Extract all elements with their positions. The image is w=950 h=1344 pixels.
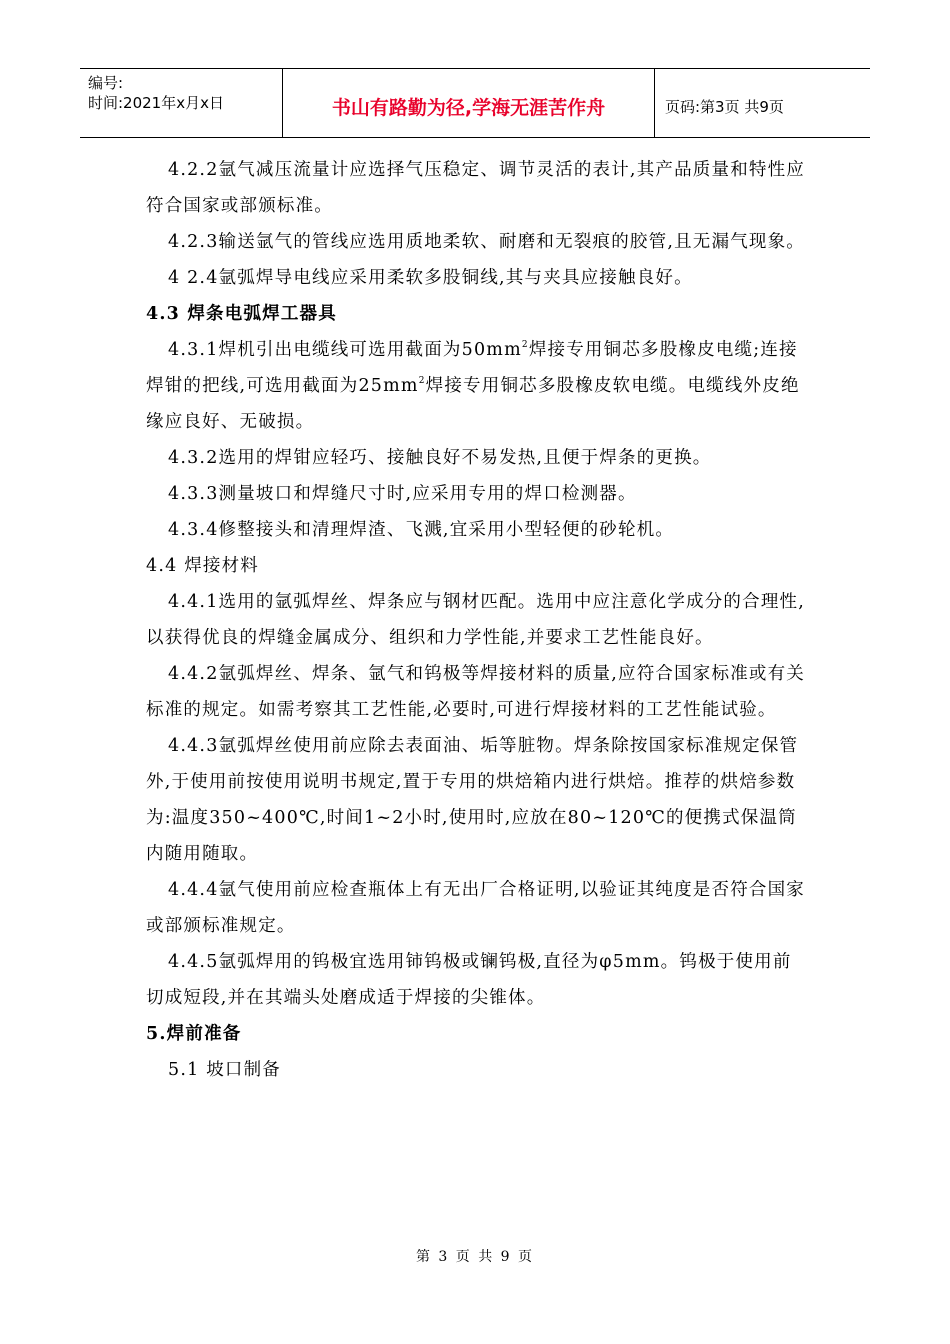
page-header xyxy=(80,68,870,138)
paragraph-4-3-4: 4.3.4修整接头和清理焊渣、飞溅,宜采用小型轻便的砂轮机。 xyxy=(168,520,675,540)
paragraph-4-2-3: 4.2.3输送氩气的管线应选用质地柔软、耐磨和无裂痕的胶管,且无漏气现象。 xyxy=(168,232,805,252)
superscript-2: 2 xyxy=(521,340,529,350)
text-4-3-1-b: 焊接专用铜芯多股橡皮电缆;连接焊钳的把线,可选用截面为25mm xyxy=(146,340,798,396)
paragraph-4-2-4: 4 2.4氩弧焊导电线应采用柔软多股铜线,其与夹具应接触良好。 xyxy=(168,268,693,288)
paragraph-4-4-4: 4.4.4氩气使用前应检查瓶体上有无出厂合格证明,以验证其纯度是否符合国家或部颁标准规定。 xyxy=(146,880,805,936)
paragraph-4-3-2: 4.3.2选用的焊钳应轻巧、接触良好不易发热,且便于焊条的更换。 xyxy=(168,448,712,468)
header-slogan: 书山有路勤为径,学海无涯苦作舟 xyxy=(283,69,655,137)
paragraph-4-4-1: 4.4.1选用的氩弧焊丝、焊条应与钢材匹配。选用中应注意化学成分的合理性,以获得优良的焊缝金属成分、组织和力学性能,并要求工艺性能良好。 xyxy=(146,592,805,648)
paragraph-4-2-2: 4.2.2氩气减压流量计应选择气压稳定、调节灵活的表计,其产品质量和特性应符合国家或部颁标准。 xyxy=(146,160,805,216)
paragraph-4-4-3: 4.4.3氩弧焊丝使用前应除去表面油、垢等脏物。焊条除按国家标准规定保管外,于使用前按使用说明书规定,置于专用的烘焙箱内进行烘焙。推荐的烘焙参数为:温度350~400℃,时间1~2小时,使用时,应放在80~120℃的便携式保温筒内随用随取。 xyxy=(146,736,799,864)
text-4-3-1-a: 4.3.1焊机引出电缆线可选用截面为50mm xyxy=(168,340,522,360)
header-page-info: 页码:第3页 共9页 xyxy=(665,97,784,116)
text-4-3-1-c: 焊接专用铜芯多股橡皮软电缆。电缆线外皮绝缘应良好、无破损。 xyxy=(146,376,800,432)
number-label: 编号: xyxy=(88,74,124,92)
paragraph-4-3-3: 4.3.3测量坡口和焊缝尺寸时,应采用专用的焊口检测器。 xyxy=(168,484,637,504)
paragraph-4-4-5: 4.4.5氩弧焊用的钨极宜选用铈钨极或镧钨极,直径为φ5mm。钨极于使用前切成短段,并在其端头处磨成适于焊接的尖锥体。 xyxy=(146,952,792,1008)
paragraph-4-3-1 xyxy=(146,332,806,440)
heading-4-3: 4.3 焊条电弧焊工器具 xyxy=(146,304,337,324)
heading-4-4: 4.4 焊接材料 xyxy=(146,556,259,576)
time-label: 时间:2021年x月x日 xyxy=(88,94,224,112)
document-body xyxy=(146,152,806,1088)
header-meta xyxy=(80,69,283,137)
paragraph-4-4-2: 4.4.2氩弧焊丝、焊条、氩气和钨极等焊接材料的质量,应符合国家标准或有关标准的规定。如需考察其工艺性能,必要时,可进行焊接材料的工艺性能试验。 xyxy=(146,664,805,720)
heading-5-1: 5.1 坡口制备 xyxy=(168,1060,281,1080)
page-footer: 第 3 页 共 9 页 xyxy=(415,1249,535,1265)
heading-5: 5.焊前准备 xyxy=(146,1024,242,1044)
superscript-2: 2 xyxy=(418,376,426,386)
